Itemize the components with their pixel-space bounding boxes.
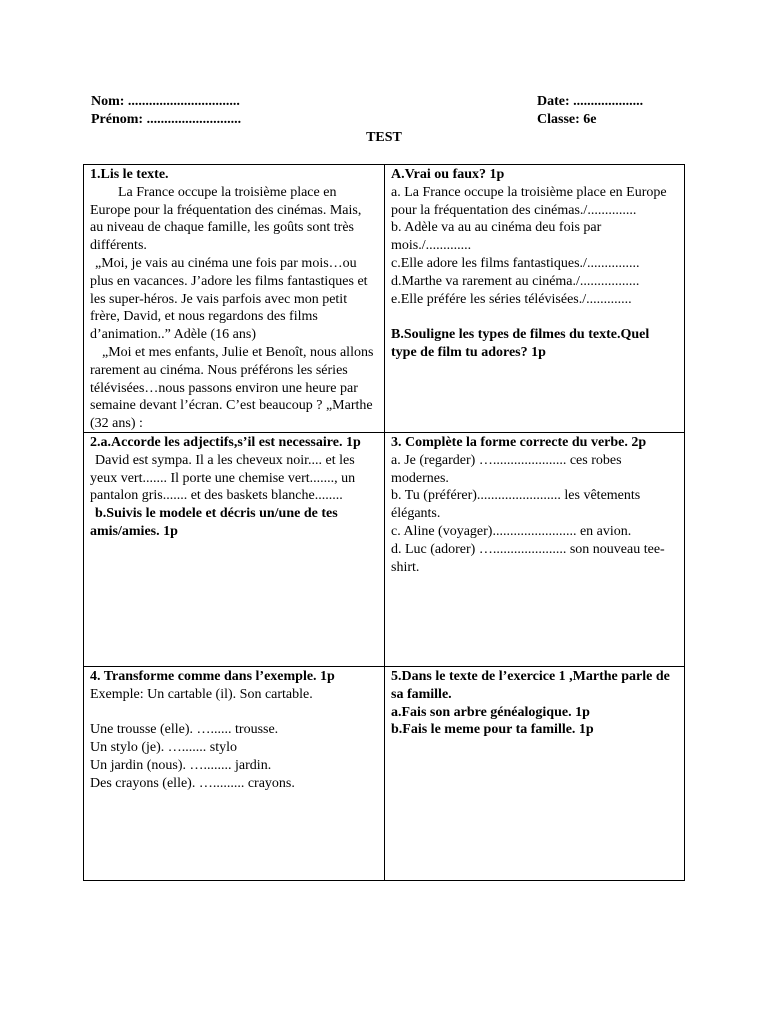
exercise-a-item: c.Elle adore les films fantastiques./............... [391,255,640,271]
exercise-a-cell [384,164,685,433]
exercise-2-heading: 2.a.Accorde les adjectifs,s’il est necessaire. 1p [90,435,361,450]
header-left [91,93,391,129]
exercise-3-item: a. Je (regarder) …..................... ces robes modernes. [391,452,622,486]
exercise-1-cell [83,164,385,433]
exercise-5-cell [384,666,685,881]
exercise-5b: b.Fais le meme pour ta famille. 1p [391,722,594,738]
exercise-4-item: Un jardin (nous). …........ jardin. [90,757,272,773]
prenom-field: Prénom: ........................... [91,111,242,127]
exercise-5-heading: 5.Dans le texte de l’exercice 1 ,Marthe parle de sa famille. [391,669,670,702]
exercise-a-item: e.Elle préfére les séries télévisées./............. [391,291,632,307]
classe-field: Classe: 6e [537,111,597,127]
exercise-4-cell [83,666,385,881]
exercise-3-heading: 3. Complète la forme correcte du verbe. 2p [391,435,647,450]
exercise-3-item: d. Luc (adorer) …..................... son nouveau tee-shirt. [391,541,665,575]
exercise-4-example: Exemple: Un cartable (il). Son cartable. [90,686,313,702]
date-field: Date: .................... [537,94,644,109]
exercise-1-heading: 1.Lis le texte. [90,167,169,182]
exercise-a-item: d.Marthe va rarement au cinéma./................. [391,273,640,289]
spacer [391,308,678,326]
exercise-b-heading: B.Souligne les types de filmes du texte.Quel type de film tu adores? 1p [391,327,650,360]
exercise-4-item: Un stylo (je). …....... stylo [90,740,237,756]
exercise-a-item: a. La France occupe la troisième place en Europe pour la fréquentation des cinémas./.............. [391,184,667,218]
exercise-a-item: b. Adèle va au au cinéma deu fois par mois./............. [391,220,602,254]
page-title: TEST [366,130,402,145]
exercise-2-cell [83,432,385,667]
exercise-1-paragraph-3: „Moi et mes enfants, Julie et Benoît, nous allons rarement au cinéma. Nous préférons les séries télévisées…nous passons environ une heure par semaine devant l’écran. C’est beaucoup ? „Marthe (32 ans) : [90,344,374,432]
exercise-2-text: David est sympa. Il a les cheveux noir.... et les yeux vert....... Il porte une chemise vert......., un pantalon gris....... et des baskets blanche........ [90,452,356,504]
exercise-5a: a.Fais son arbre généalogique. 1p [391,704,590,720]
exercise-1-paragraph-2: „Moi, je vais au cinéma une fois par mois…ou plus en vacances. J’adore les films fantastiques et les super-héros. Je vais parfois avec mon petit frère, David, et nous regardons des films d’animation..” Adèle (16 ans) [90,255,368,343]
exercise-4-heading: 4. Transforme comme dans l’exemple. 1p [90,669,335,684]
spacer [90,704,378,722]
exercise-1-paragraph-1: La France occupe la troisième place en Europe pour la fréquentation des cinémas. Mais, au niveau de chaque famille, les goûts sont très différents. [90,184,362,254]
exercise-3-item: c. Aline (voyager)........................ en avion. [391,523,632,539]
exercise-a-heading: A.Vrai ou faux? 1p [391,167,505,182]
exercise-4-item: Une trousse (elle). …...... trousse. [90,722,279,738]
exercise-3-cell [384,432,685,667]
header-right [537,93,737,129]
nom-field: Nom: ................................ [91,94,240,109]
exercise-3-item: b. Tu (préférer)........................ les vêtements élégants. [391,488,641,522]
exercise-4-item: Des crayons (elle). …......... crayons. [90,775,295,791]
exercise-2b-heading: b.Suivis le modele et décris un/une de tes amis/amies. 1p [90,506,338,539]
